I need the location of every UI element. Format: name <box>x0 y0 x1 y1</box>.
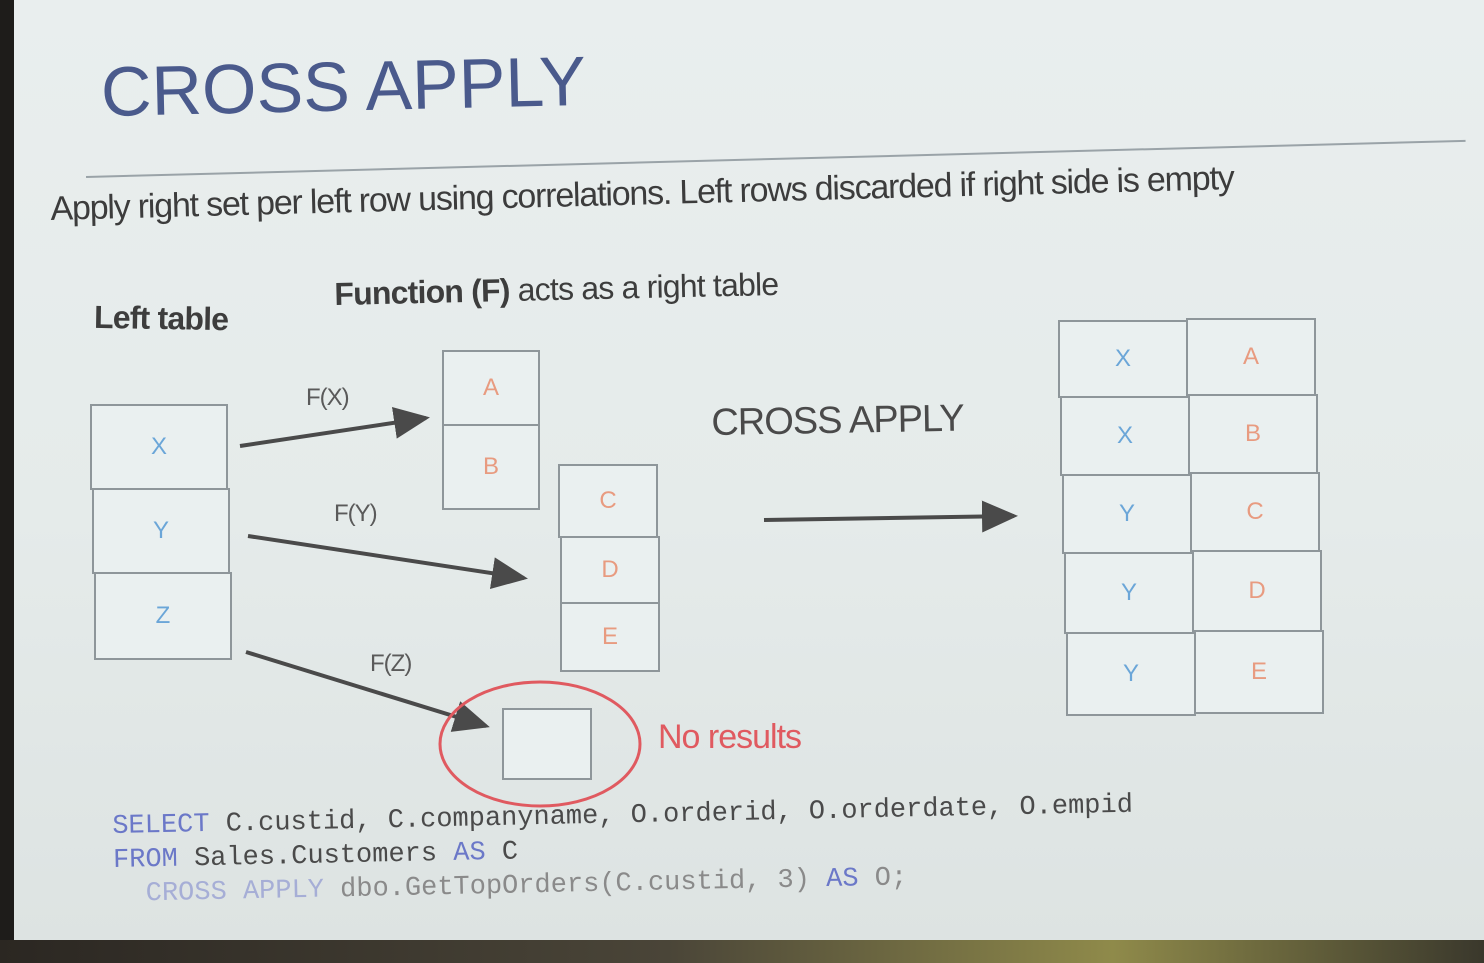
code-text: C <box>485 837 519 869</box>
fx-set-cell: A <box>442 350 540 426</box>
fx-arrow <box>240 418 426 446</box>
fx-set-cell: B <box>442 424 540 510</box>
code-text: C.custid, C.companyname, O.orderid, O.orderdate, O.empid <box>209 790 1134 840</box>
result-cell-left: Y <box>1066 632 1196 716</box>
result-cell-right: D <box>1192 550 1322 632</box>
code-keyword: CROSS APPLY <box>145 875 325 910</box>
fy-set-cell: D <box>560 536 660 604</box>
code-text: O; <box>858 863 908 895</box>
result-cell-left: Y <box>1062 474 1192 554</box>
result-cell-right: B <box>1188 394 1318 474</box>
no-results-label: No results <box>658 718 802 756</box>
no-results-highlight <box>440 682 640 806</box>
result-cell-right: A <box>1186 318 1316 396</box>
cross-apply-arrow <box>764 516 1014 520</box>
fz-call-label: F(Z) <box>370 650 412 677</box>
fy-set-cell: E <box>560 602 660 672</box>
left-table-cell: X <box>90 404 228 490</box>
slide-title: CROSS APPLY <box>100 41 587 131</box>
function-label-rest: acts as a right table <box>509 265 779 309</box>
result-cell-left: X <box>1058 320 1188 398</box>
function-label-bold: Function (F) <box>334 272 511 312</box>
result-cell-right: C <box>1190 472 1320 552</box>
sql-code-block <box>112 789 1135 912</box>
cross-apply-operator-label: CROSS APPLY <box>711 397 964 444</box>
result-cell-right: E <box>1194 630 1324 714</box>
result-cell-left: Y <box>1064 552 1194 634</box>
slide <box>14 0 1484 940</box>
slide-subtitle: Apply right set per left row using correlations. Left rows discarded if right side is empty <box>50 159 1234 228</box>
left-table-cell: Z <box>94 572 232 660</box>
fy-call-label: F(Y) <box>334 500 377 527</box>
left-table-cell: Y <box>92 488 230 574</box>
code-keyword: AS <box>825 864 859 896</box>
bottom-strip <box>0 940 1484 963</box>
code-text: dbo.GetTopOrders(C.custid, 3) <box>323 865 827 906</box>
code-keyword: FROM <box>112 844 179 876</box>
result-cell-left: X <box>1060 396 1190 476</box>
fy-arrow <box>248 536 524 578</box>
left-table-label: Left table <box>93 298 229 338</box>
fx-call-label: F(X) <box>306 384 349 411</box>
code-keyword: SELECT <box>112 809 210 842</box>
fy-set-cell: C <box>558 464 658 538</box>
code-keyword: AS <box>452 838 486 869</box>
code-text: Sales.Customers <box>177 838 454 875</box>
